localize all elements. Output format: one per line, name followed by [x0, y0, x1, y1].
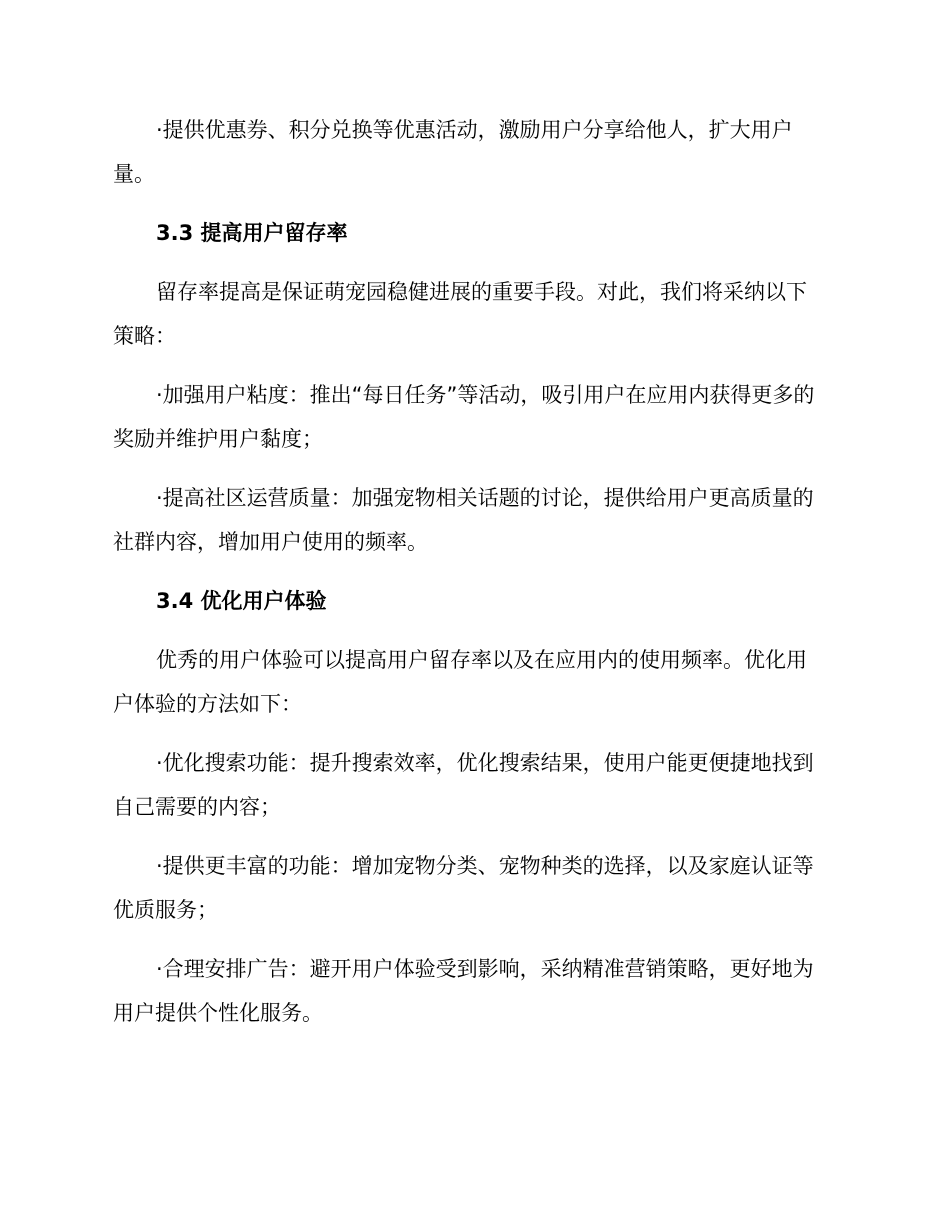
bullet-coupons-points: ·提供优惠券、积分兑换等优惠活动，激励用户分享给他人，扩大用户量。	[113, 118, 793, 186]
bullet-search-optimization: ·优化搜索功能：提升搜索效率，优化搜索结果，使用户能更便捷地找到自己需要的内容；	[113, 751, 814, 819]
document-body	[113, 108, 825, 1035]
bullet-richer-features: ·提供更丰富的功能：增加宠物分类、宠物种类的选择，以及家庭认证等优质服务；	[113, 854, 814, 922]
bullet-user-stickiness: ·加强用户粘度：推出“每日任务”等活动，吸引用户在应用内获得更多的奖励并维护用户黏度；	[113, 383, 815, 451]
section-heading-3-3: 3.3 提高用户留存率	[156, 221, 348, 245]
paragraph-retention-intro: 留存率提高是保证萌宠园稳健进展的重要手段。对此，我们将采纳以下策略：	[113, 280, 807, 348]
paragraph-experience-intro: 优秀的用户体验可以提高用户留存率以及在应用内的使用频率。优化用户体验的方法如下：	[113, 648, 807, 716]
bullet-advertising: ·合理安排广告：避开用户体验受到影响，采纳精准营销策略，更好地为用户提供个性化服务。	[113, 957, 814, 1025]
bullet-community-quality: ·提高社区运营质量：加强宠物相关话题的讨论，提供给用户更高质量的社群内容，增加用户使用的频率。	[113, 486, 814, 554]
section-heading-3-4: 3.4 优化用户体验	[156, 589, 327, 613]
